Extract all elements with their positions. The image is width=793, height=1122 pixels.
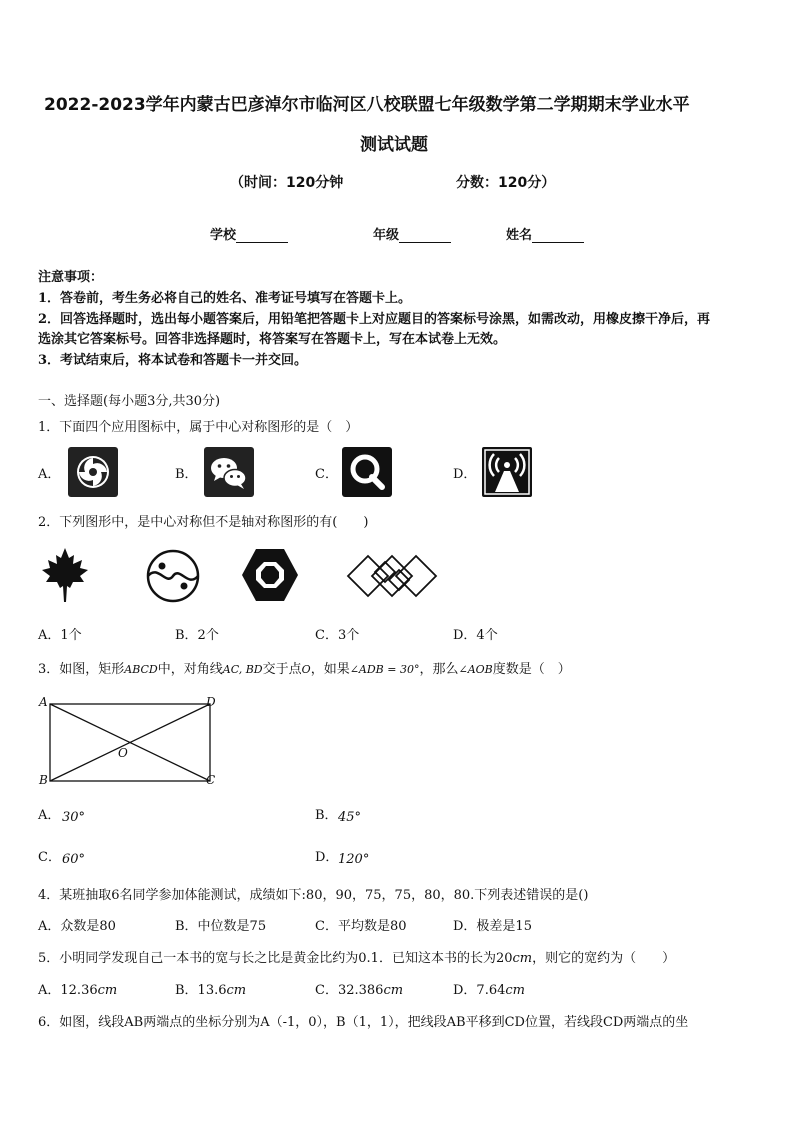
q5-option-d-value: D．7.64 bbox=[453, 983, 506, 998]
q2-option-d: D．4个 bbox=[453, 628, 498, 643]
yin-yang-shape bbox=[144, 548, 202, 604]
q5-option-a-unit: cm bbox=[97, 983, 118, 998]
q3-option-a-value: 30° bbox=[62, 810, 86, 825]
q3-angle-aob: ∠AOB bbox=[458, 663, 493, 676]
q3-option-a-label: A． bbox=[38, 808, 61, 823]
rectangle-figure bbox=[36, 694, 226, 789]
q1-option-d-label: D． bbox=[453, 467, 477, 482]
q6-stem: 6．如图，线段AB两端点的坐标分别为A（-1，0），B（1，1），把线段AB平移到CD位置，若线段CD两端点的坐 bbox=[38, 1015, 689, 1030]
q3-stem bbox=[38, 658, 571, 677]
q1-stem: 1．下面四个应用图标中，属于中心对称图形的是（ ） bbox=[38, 420, 359, 435]
exam-title-line1: 2022-2023学年内蒙古巴彦淖尔市临河区八校联盟七年级数学第二学期期末学业水平 bbox=[44, 95, 690, 115]
q5-option-c-unit: cm bbox=[383, 983, 404, 998]
vertex-a-label: A bbox=[39, 695, 48, 709]
q3-option-c-label: C． bbox=[38, 850, 61, 865]
rectangle-diagram bbox=[36, 694, 226, 789]
q3-stem-part5: ，那么 bbox=[419, 662, 459, 677]
notice-item-2a: 2．回答选择题时，选出每小题答案后，用铅笔把答题卡上对应题目的答案标号涂黑，如需改动，用橡皮擦干净后，再 bbox=[38, 312, 711, 327]
q3-point-o: O bbox=[301, 663, 311, 676]
section-heading: 一、选择题(每小题3分,共30分) bbox=[38, 394, 221, 409]
vertex-b-label: B bbox=[39, 773, 48, 787]
q5-option-d-unit: cm bbox=[505, 983, 525, 998]
search-app-icon bbox=[342, 447, 392, 497]
q3-option-d bbox=[315, 846, 338, 865]
q4-option-a: A．众数是80 bbox=[38, 919, 116, 934]
q3-option-b bbox=[315, 804, 338, 823]
q5-stem-part2: ，则它的宽约为（ ） bbox=[532, 951, 676, 966]
q5-option-b-value: B．13.6 bbox=[175, 983, 227, 998]
q3-option-d-label: D． bbox=[315, 850, 339, 865]
name-field bbox=[506, 224, 584, 243]
q1-option-a-label: A． bbox=[38, 467, 61, 482]
swirl-app-icon bbox=[68, 447, 118, 497]
q3-stem-part2: 中，对角线 bbox=[157, 662, 223, 677]
maple-leaf-shape bbox=[40, 546, 90, 604]
q3-option-c-value: 60° bbox=[62, 852, 86, 867]
q3-option-a bbox=[38, 804, 60, 823]
q3-option-c bbox=[38, 846, 61, 865]
interlocked-diamonds-shape bbox=[345, 552, 440, 600]
q5-option-c-value: C．32.386 bbox=[315, 983, 384, 998]
q2-option-b: B．2个 bbox=[175, 628, 219, 643]
grade-label: 年级 bbox=[373, 228, 400, 243]
q5-option-a-value: A．12.36 bbox=[38, 983, 98, 998]
q3-option-b-value: 45° bbox=[338, 810, 362, 825]
q3-diagonals: AC, BD bbox=[222, 663, 263, 676]
q3-stem-part1: 3．如图，矩形 bbox=[38, 662, 125, 677]
q4-option-c: C．平均数是80 bbox=[315, 919, 407, 934]
grade-field bbox=[373, 224, 451, 243]
q3-rect-name: ABCD bbox=[124, 663, 158, 676]
grade-blank bbox=[399, 229, 451, 243]
q3-stem-part6: 度数是（ ） bbox=[492, 662, 571, 677]
q5-stem-part1: 5．小明同学发现自己一本书的宽与长之比是黄金比约为0.1．已知这本书的长为20 bbox=[38, 951, 513, 966]
notice-item-1: 1．答卷前，考生务必将自己的姓名、准考证号填写在答题卡上。 bbox=[38, 291, 412, 306]
school-field bbox=[210, 224, 288, 243]
q4-stem: 4．某班抽取6名同学参加体能测试，成绩如下:80，90，75，75，80，80.下列表述错误的是() bbox=[38, 888, 589, 903]
school-label: 学校 bbox=[210, 228, 237, 243]
q1-option-c-label: C． bbox=[315, 467, 338, 482]
q5-option-c bbox=[315, 979, 403, 998]
exam-score: 分数：120分） bbox=[456, 175, 556, 191]
q1-option-b-label: B． bbox=[175, 467, 198, 482]
q3-stem-part4: ，如果 bbox=[310, 662, 350, 677]
q2-option-c: C．3个 bbox=[315, 628, 360, 643]
q5-stem-unit: cm bbox=[512, 951, 533, 966]
vertex-d-label: D bbox=[206, 695, 216, 709]
notice-item-2b: 选涂其它答案标号。回答非选择题时，将答案写在答题卡上，写在本试卷上无效。 bbox=[38, 332, 507, 347]
q4-option-d: D．极差是15 bbox=[453, 919, 532, 934]
exam-title-line2: 测试试题 bbox=[360, 135, 428, 155]
q2-stem: 2．下列图形中，是中心对称但不是轴对称图形的有( ) bbox=[38, 515, 369, 530]
vertex-c-label: C bbox=[206, 773, 216, 787]
center-o-label: O bbox=[118, 746, 128, 760]
q5-option-b bbox=[175, 979, 246, 998]
q5-option-d bbox=[453, 979, 525, 998]
q3-angle-adb: ∠ADB = 30° bbox=[349, 663, 420, 676]
signal-tower-icon bbox=[482, 447, 532, 497]
q4-option-b: B．中位数是75 bbox=[175, 919, 267, 934]
name-label: 姓名 bbox=[506, 228, 533, 243]
name-blank bbox=[532, 229, 584, 243]
q3-stem-part3: 交于点 bbox=[262, 662, 302, 677]
q2-option-a: A．1个 bbox=[38, 628, 82, 643]
q5-stem bbox=[38, 947, 675, 966]
school-blank bbox=[236, 229, 288, 243]
q3-option-b-label: B． bbox=[315, 808, 338, 823]
q3-option-d-value: 120° bbox=[338, 852, 370, 867]
hexagon-nut-shape bbox=[240, 546, 300, 604]
exam-time: （时间：120分钟 bbox=[230, 175, 344, 191]
notice-heading: 注意事项： bbox=[38, 270, 104, 285]
wechat-icon bbox=[204, 447, 254, 497]
q5-option-b-unit: cm bbox=[226, 983, 247, 998]
q5-option-a bbox=[38, 979, 117, 998]
notice-item-3: 3．考试结束后，将本试卷和答题卡一并交回。 bbox=[38, 353, 308, 368]
